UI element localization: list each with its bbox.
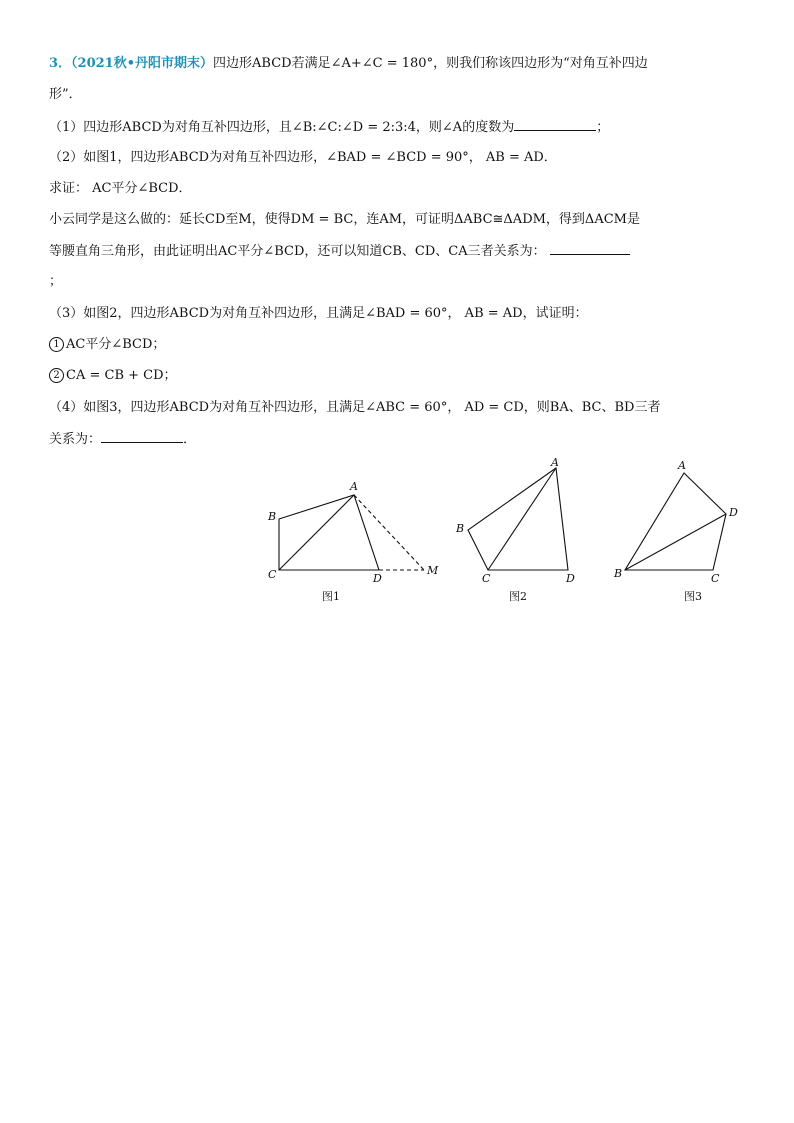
figure-2 — [468, 468, 568, 570]
figure-3-label-c: C — [711, 572, 720, 585]
figure-1-label-c: C — [268, 568, 277, 581]
figure-3-quadrilateral — [625, 473, 726, 570]
question-2-method-text-3: ； — [49, 274, 63, 289]
figure-1-label-d: D — [373, 572, 382, 585]
question-4-text-2: 关系为： — [49, 432, 102, 447]
question-2-prove-text: 求证： AC平分∠BCD． — [49, 181, 192, 196]
problem-source: （2021秋•丹阳市期末） — [71, 56, 214, 71]
circled-number-2: 2 — [49, 368, 64, 383]
figure-1-label-m: M — [427, 564, 439, 577]
figure-2-label-a: A — [551, 456, 559, 469]
question-3-text: （3）如图2，四边形ABCD为对角互补四边形，且满足∠BAD = 60°， AB = AD，试证明： — [49, 306, 588, 321]
figure-1-caption: 图1 — [322, 590, 340, 603]
figure-2-label-c: C — [482, 572, 491, 585]
figure-1-dashed-am — [354, 495, 424, 570]
circled-number-1: 1 — [49, 337, 64, 352]
figure-2-caption: 图2 — [509, 590, 527, 603]
figure-3-label-b: B — [614, 567, 623, 580]
figure-3 — [625, 473, 726, 570]
question-2-method-text-2: 等腰直角三角形，由此证明出AC平分∠BCD，还可以知道CB、CD、CA三者关系为： — [49, 244, 546, 259]
figure-2-label-d: D — [566, 572, 575, 585]
question-2-text: （2）如图1，四边形ABCD为对角互补四边形，∠BAD = ∠BCD = 90°， AB = AD． — [49, 150, 557, 165]
figure-1 — [279, 495, 424, 570]
figure-2-quadrilateral — [468, 468, 568, 570]
problem-number: 3． — [49, 56, 72, 71]
figure-2-label-b: B — [456, 522, 465, 535]
question-1-suffix: ； — [596, 120, 610, 135]
figure-2-diagonal-ac — [488, 468, 556, 570]
figure-1-diagonal-ac — [279, 495, 354, 570]
question-4-suffix: ． — [183, 432, 197, 447]
question-3-sub-1-text: AC平分∠BCD； — [66, 337, 166, 352]
question-1-text: （1）四边形ABCD为对角互补四边形，且∠B:∠C:∠D = 2:3:4，则∠A的度数为 — [49, 120, 515, 135]
figure-3-label-d: D — [729, 506, 738, 519]
problem-intro-text-2: 形”． — [49, 87, 82, 102]
figure-3-label-a: A — [678, 459, 686, 472]
figure-3-caption: 图3 — [684, 590, 702, 603]
question-2-method-text-1: 小云同学是这么做的：延长CD至M，使得DM = BC，连AM，可证明ΔABC≅ΔADM，得到ΔACM是 — [49, 212, 640, 227]
question-4-text-1: （4）如图3，四边形ABCD为对角互补四边形，且满足∠ABC = 60°， AD = CD，则BA、BC、BD三者 — [49, 400, 661, 415]
figure-1-label-a: A — [350, 480, 358, 493]
figure-1-label-b: B — [268, 510, 277, 523]
figure-3-diagonal-bd — [625, 514, 726, 570]
problem-intro-text-1: 四边形ABCD若满足∠A+∠C = 180°，则我们称该四边形为“对角互补四边 — [213, 56, 648, 71]
question-3-sub-2-text: CA = CB + CD； — [66, 368, 177, 383]
